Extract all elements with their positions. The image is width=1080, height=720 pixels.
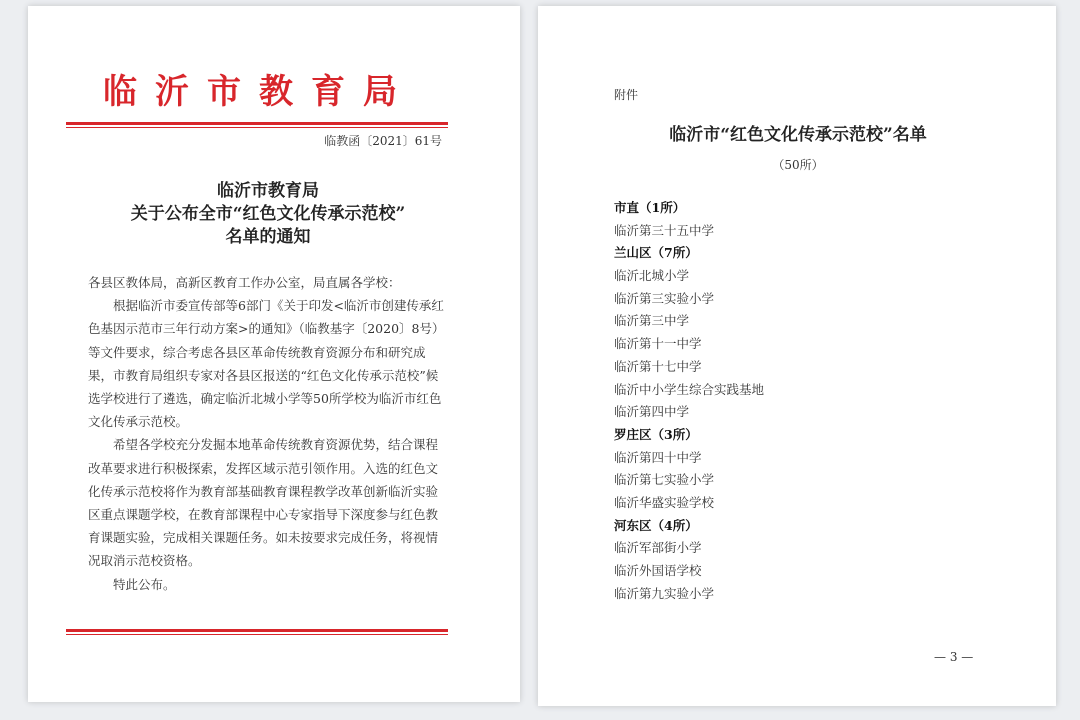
school-item: 临沂第十七中学: [614, 358, 702, 374]
district-heading: 市直（1所）: [614, 200, 686, 215]
page-number: — 3 —: [934, 650, 974, 664]
body-paragraph-2: 希望各学校充分发掘本地革命传统教育资源优势，结合课程改革要求进行积极探索，发挥区域示范引领作用。入选的红色文化传承示范校将作为教育部基础教育课程教学改革创新临沂实验区重点课题学校，在教育部课程中心专家指导下深度参与红色教育课题实验，完成相关课题任务。如未按要求完成任务，将视情况取消示范校资格。: [88, 437, 439, 569]
school-item: 临沂第三中学: [614, 313, 690, 329]
list-title: 临沂市“红色文化传承示范校”名单: [669, 125, 927, 145]
footer-rule-thick: [66, 629, 448, 632]
masthead-rule-thin: [66, 127, 448, 128]
school-item: 临沂外国语学校: [614, 563, 702, 578]
school-item: 临沂北城小学: [614, 268, 690, 284]
district-heading: 河东区（4所）: [614, 517, 698, 533]
school-item: 临沂军部街小学: [614, 540, 702, 556]
school-item: 临沂中小学生综合实践基地: [614, 381, 765, 397]
school-list: [614, 197, 914, 605]
body-paragraph-1: 根据临沂市委宣传部等6部门《关于印发<临沂市创建传承红色基因示范市三年行动方案>的通知》（临教基字〔2020〕8号）等文件要求，综合考虑各县区革命传统教育资源分布和研究成果，市教育局组织专家对各县区报送的“红色文化传承示范校”候选学校进行了遴选，确定临沂北城小学等50所学校为临沂市红色文化传承示范校。: [88, 298, 445, 430]
school-item: 临沂第三十五中学: [614, 222, 715, 238]
school-item: 临沂华盛实验学校: [614, 494, 715, 510]
right-document-page: [538, 6, 1056, 706]
district-heading: 兰山区（7所）: [614, 245, 698, 261]
notice-title-line-2: 关于公布全市“红色文化传承示范校”: [130, 204, 406, 224]
notice-title-line-1: 临沂市教育局: [217, 181, 319, 201]
document-number: 临教函〔2021〕61号: [324, 134, 442, 148]
masthead-rule-thick: [66, 122, 448, 125]
school-item: 临沂第七实验小学: [614, 472, 715, 488]
notice-title-line-3: 名单的通知: [225, 227, 311, 247]
school-item: 临沂第九实验小学: [614, 585, 715, 601]
district-heading: 罗庄区（3所）: [614, 426, 698, 442]
notice-body: [88, 271, 448, 596]
annex-label: 附件: [614, 88, 639, 102]
school-item: 临沂第四中学: [614, 404, 690, 420]
salutation: 各县区教体局，高新区教育工作办公室，局直属各学校：: [88, 275, 401, 290]
closing-line: 特此公布。: [113, 576, 176, 592]
school-item: 临沂第四十中学: [614, 449, 702, 465]
school-item: 临沂第三实验小学: [614, 290, 715, 306]
masthead-title: 临沂市教育局: [103, 72, 415, 112]
list-count: （50所）: [772, 158, 824, 172]
left-document-page: [28, 6, 520, 702]
footer-rule-thin: [66, 634, 448, 635]
school-item: 临沂第十一中学: [614, 336, 702, 352]
